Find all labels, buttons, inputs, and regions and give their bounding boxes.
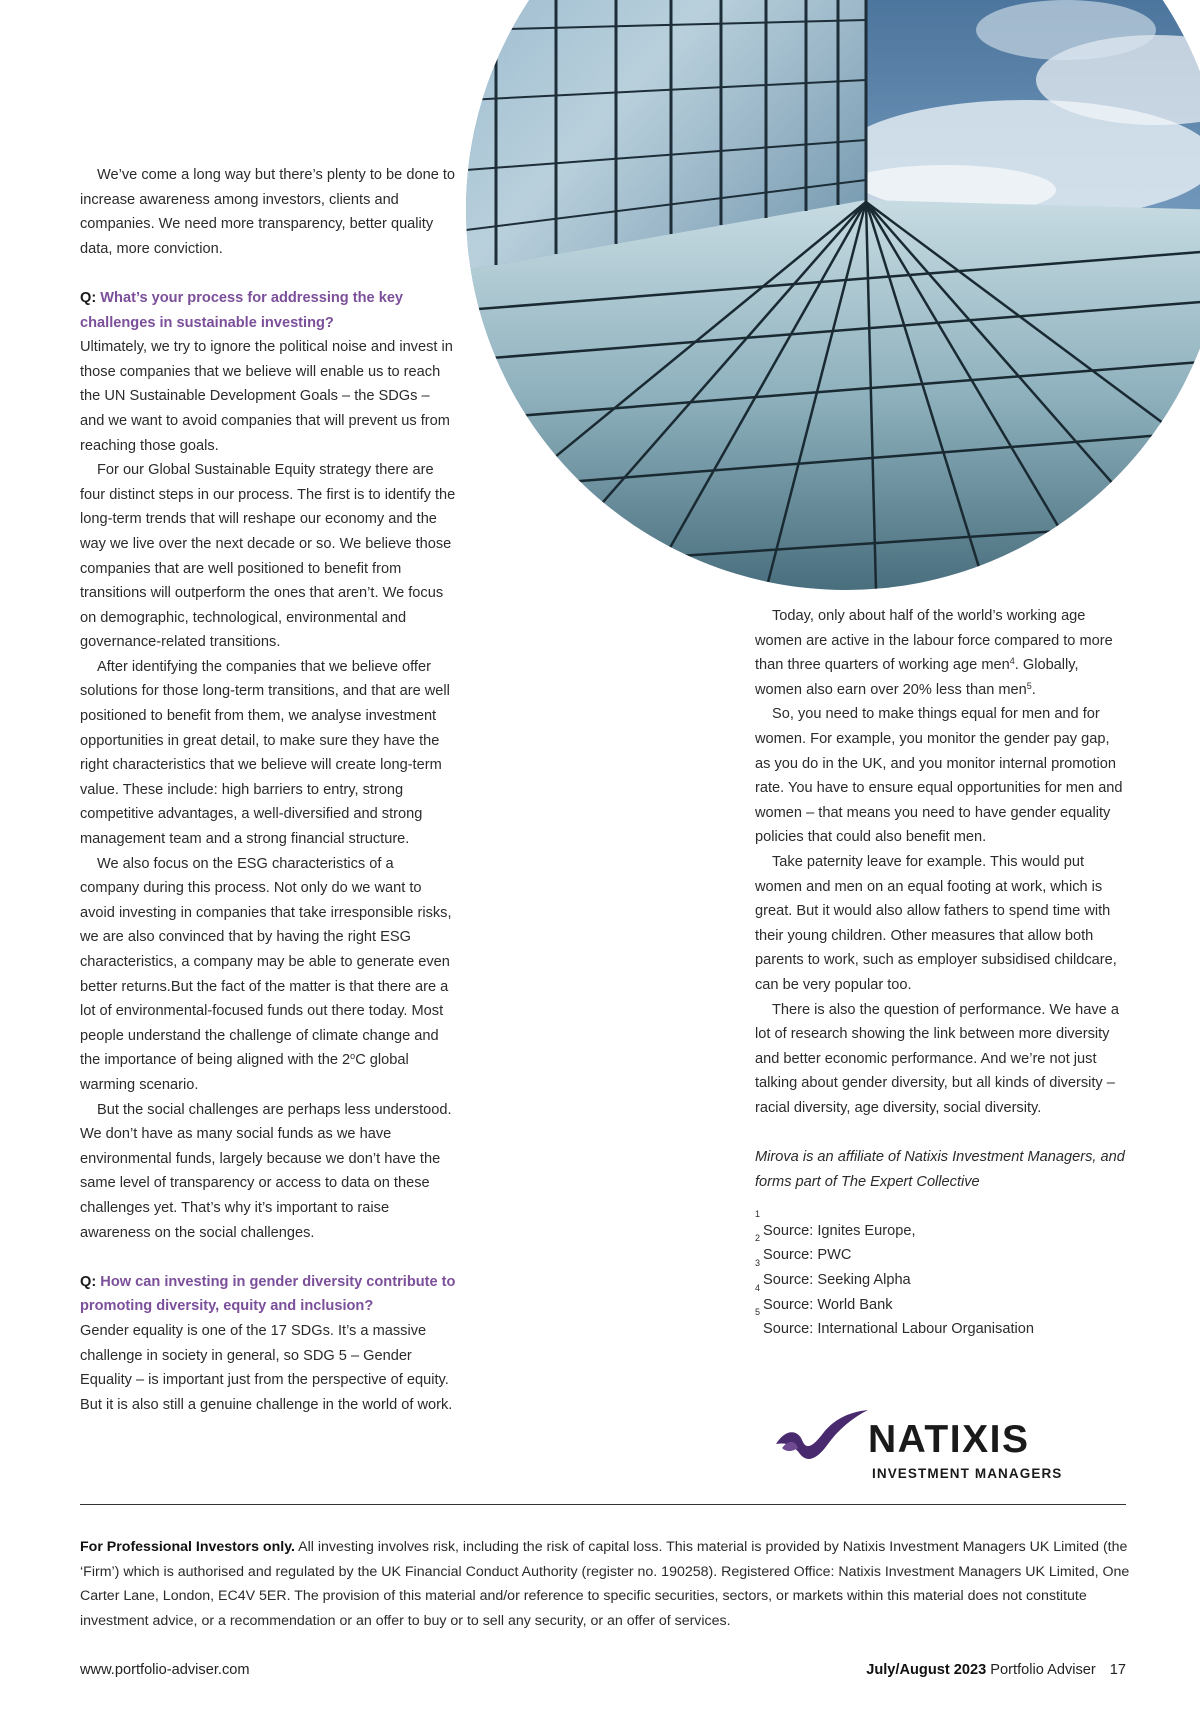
footnote-ref: 4: [1009, 656, 1015, 667]
body-paragraph: [755, 604, 1127, 702]
question-heading: [80, 286, 456, 335]
source-text: Source: Ignites Europe,: [763, 1222, 916, 1239]
glass-building-photo: [466, 0, 1200, 590]
natixis-swoosh-icon: [772, 1408, 872, 1468]
issue-date: July/August 2023: [866, 1662, 987, 1678]
body-paragraph: We’ve come a long way but there’s plenty to be done to increase awareness among investors, clients and companies. We need more transparency, better quality data, more conviction.: [80, 167, 456, 257]
source-number: 3: [755, 1258, 761, 1269]
source-text: Source: World Bank: [763, 1296, 893, 1313]
right-column: [755, 604, 1127, 1342]
natixis-logo: [772, 1408, 1102, 1488]
disclaimer-text: All investing involves risk, including the risk of capital loss. This material is provided by Natixis Investment Managers UK Limited (the ‘Firm’) which is authorised and regulated by the UK Financial Conduct Authority (register no. 190258). Registered Office: Natixis Investment Managers UK Limited, One Carter Lane, London, EC4V 5ER. The provision of this material and/or reference to specific securities, sectors, or markets within this material does not constitute investment advice, or a recommendation or an offer to buy or to sell any security, or an offer of services.: [80, 1539, 1130, 1629]
question-label: Q:: [80, 289, 101, 306]
disclaimer-lead: For Professional Investors only.: [80, 1539, 295, 1555]
left-column: [80, 163, 456, 1417]
source-item: [755, 1233, 1127, 1268]
source-item: [755, 1282, 1127, 1318]
source-item: [755, 1307, 1127, 1342]
source-text: Source: Seeking Alpha: [763, 1272, 911, 1289]
body-paragraph: So, you need to make things equal for men and for women. For example, you monitor the gender pay gap, as you do in the UK, and you monitor internal promotion rate. You have to ensure equal opportunities for men and women – that means you need to have gender equality policies that could also benefit men.: [755, 706, 1123, 846]
body-paragraph: There is also the question of performance. We have a lot of research showing the link between more diversity and better economic performance. And we’re not just talking about gender diversity, but all kinds of diversity – racial diversity, age diversity, social diversity.: [755, 1001, 1119, 1116]
source-text: Source: International Labour Organisation: [763, 1321, 1034, 1338]
body-paragraph: After identifying the companies that we believe offer solutions for those long-term transitions, and that are well positioned to benefit from them, we analyse investment opportunities in great detail, to make sure they have the right characteristics that we believe will create long-term value. These include: high barriers to entry, strong competitive advantages, a well-diversified and strong management team and a strong financial structure.: [80, 658, 450, 848]
text-segment: We also focus on the ESG characteristics of a company during this process. Not only do we want to avoid investing in companies that take irresponsible risks, we are also convinced that by having the right ESG characteristics, a company may be able to generate even better returns.But the fact of the matter is that there are a lot of environmental-focused funds out there today. Most people understand the challenge of climate change and the importance of being aligned with the 2: [80, 855, 452, 1069]
footnote-ref: 5: [1026, 680, 1032, 691]
source-text: Source: PWC: [763, 1247, 852, 1264]
page-number: 17: [1109, 1662, 1126, 1678]
publication-name: Portfolio Adviser: [986, 1662, 1096, 1678]
source-item: [755, 1258, 1127, 1293]
skyscraper-illustration: [466, 0, 1200, 590]
divider: [80, 1504, 1126, 1505]
source-number: 4: [755, 1282, 761, 1293]
body-paragraph: Ultimately, we try to ignore the political noise and invest in those companies that we believe will enable us to reach the UN Sustainable Development Goals – the SDGs – and we want to avoid companies that will prevent us from reaching those goals.: [80, 339, 453, 454]
body-paragraph: [80, 852, 456, 1098]
body-paragraph: Take paternity leave for example. This would put women and men on an equal footing at work, which is great. But it would also allow fathers to spend time with their young children. Other measures that allow both parents to work, such as employer subsidised childcare, can be very popular too.: [755, 853, 1117, 993]
logo-wordmark: NATIXIS: [868, 1418, 1030, 1461]
text-segment: C global warming scenario.: [80, 1052, 409, 1093]
degree-superscript: o: [350, 1051, 356, 1062]
text-segment: . Globally, women also earn over 20% less than men: [755, 657, 1079, 698]
text-segment: .: [1031, 681, 1036, 698]
body-paragraph: Gender equality is one of the 17 SDGs. It’s a massive challenge in society in general, so SDG 5 – Gender Equality – is important just from the perspective of equity. But it is also still a genuine challenge in the world of work.: [80, 1322, 453, 1413]
disclaimer: [80, 1535, 1130, 1633]
source-number: 2: [755, 1233, 761, 1244]
source-number: 5: [755, 1307, 761, 1318]
source-item: [755, 1208, 1127, 1244]
footer-issue: [866, 1662, 1126, 1678]
logo-subtitle: INVESTMENT MANAGERS: [872, 1466, 1063, 1481]
body-paragraph: For our Global Sustainable Equity strategy there are four distinct steps in our process. The first is to identify the long-term trends that will reshape our economy and the way we live over the next decade or so. We believe those companies that are well positioned to benefit from transitions will outperform the ones that aren’t. We focus on demographic, technological, environmental and governance-related transitions.: [80, 462, 456, 651]
body-paragraph: But the social challenges are perhaps less understood. We don’t have as many social funds as we have environmental funds, largely because we don’t have the same level of transparency or access to data on these challenges yet. That’s why it’s important to raise awareness on the social challenges.: [80, 1101, 452, 1241]
source-number: 1: [755, 1208, 761, 1219]
question-text: What’s your process for addressing the key challenges in sustainable investing?: [80, 289, 404, 331]
sources-list: [755, 1208, 1127, 1342]
question-text: How can investing in gender diversity contribute to promoting diversity, equity and inclusion?: [80, 1273, 456, 1315]
question-label: Q:: [80, 1273, 101, 1290]
question-heading: [80, 1270, 456, 1319]
affiliate-note: Mirova is an affiliate of Natixis Investment Managers, and forms part of The Expert Collective: [755, 1149, 1125, 1190]
footer-url: www.portfolio-adviser.com: [80, 1662, 250, 1678]
text-segment: Today, only about half of the world’s working age women are active in the labour force compared to more than three quarters of working age men: [755, 608, 1113, 674]
